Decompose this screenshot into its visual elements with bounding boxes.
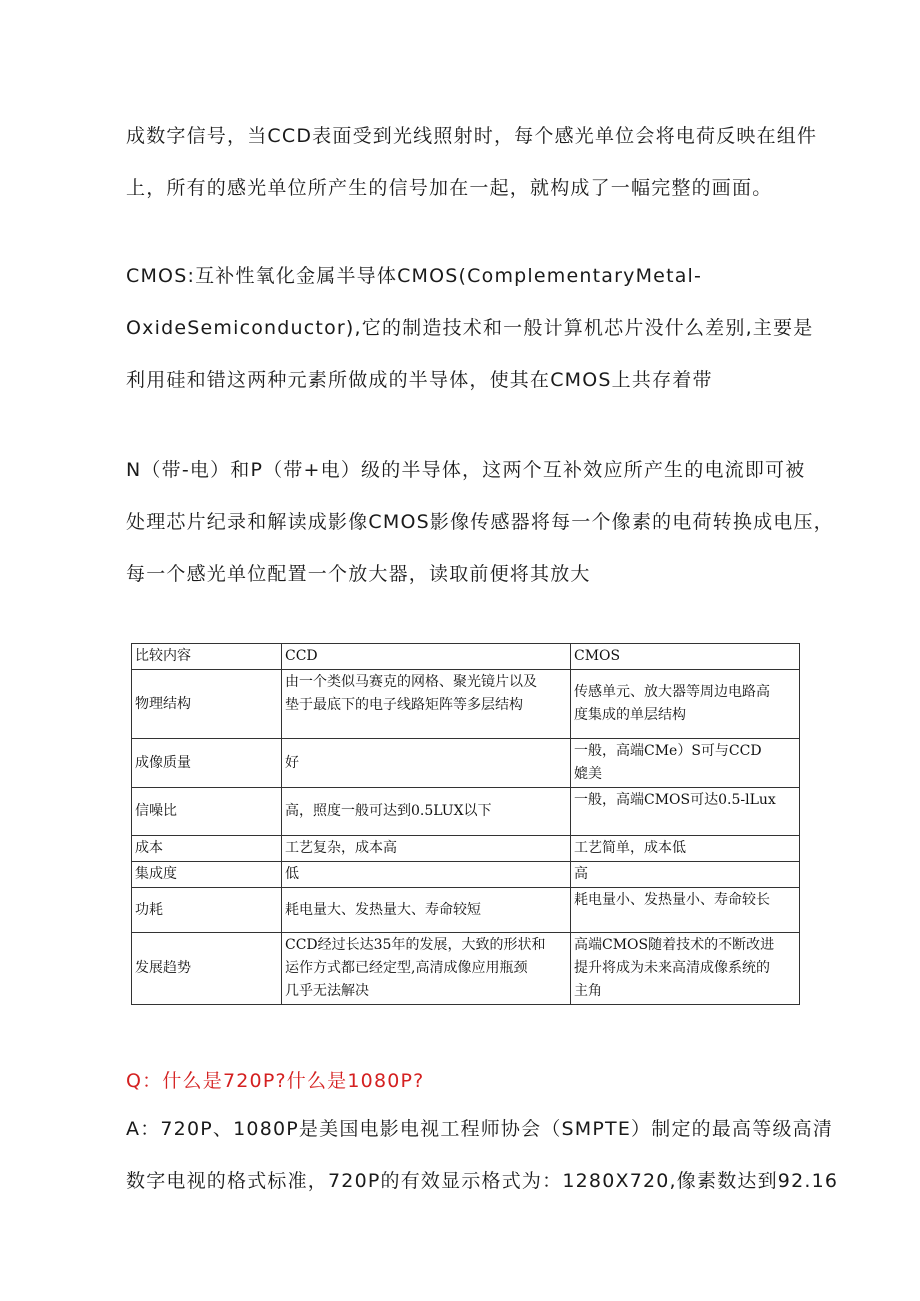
table-header-row <box>132 644 800 670</box>
answer-line: A：720P、1080P是美国电影电视工程师协会（SMPTE）制定的最高等级高清 <box>126 1118 834 1140</box>
cmos-cell <box>571 888 800 933</box>
cell-line: 垫于最底下的电子线路矩阵等多层结构 <box>285 697 523 713</box>
ccd-cell <box>282 933 571 1005</box>
cell-line: 一般，高端CMOS可达0.5-lLux <box>574 792 776 808</box>
table-row-cost <box>132 836 800 862</box>
table-row-power <box>132 888 800 933</box>
row-label-cell: 发展趋势 <box>132 933 282 1005</box>
table-row-trend <box>132 933 800 1005</box>
cell-line: 媲美 <box>574 766 602 782</box>
ccd-cell <box>282 862 571 888</box>
cmos-cell <box>571 836 800 862</box>
cmos-cell <box>571 788 800 836</box>
cell-line: 高端CMOS随着技术的不断改进 <box>574 937 775 953</box>
ccd-cell <box>282 888 571 933</box>
ccd-cmos-comparison-table <box>131 643 800 1005</box>
text-line: 处理芯片纪录和解读成影像CMOS影像传感器将每一个像素的电荷转换成电压， <box>126 511 834 533</box>
cell-line: 高 <box>574 866 588 882</box>
header-cell: CMOS <box>571 644 800 670</box>
table-row-quality <box>132 739 800 788</box>
row-label-cell: 集成度 <box>132 862 282 888</box>
answer-line: 数字电视的格式标准，720P的有效显示格式为：1280X720,像素数达到92.16 <box>126 1170 839 1192</box>
cmos-cell <box>571 862 800 888</box>
row-label-cell: 成本 <box>132 836 282 862</box>
cell-line: 度集成的单层结构 <box>574 707 686 723</box>
text-line: OxideSemiconductor),它的制造技术和一般计算机芯片没什么差别,主要是 <box>126 317 814 339</box>
cmos-cell <box>571 933 800 1005</box>
cell-line: CCD经过长达35年的发展，大致的形状和 <box>285 937 546 953</box>
row-label-cell: 功耗 <box>132 888 282 933</box>
ccd-cell <box>282 670 571 739</box>
paragraph-ccd-signal <box>126 110 816 214</box>
text-line: 成数字信号，当CCD表面受到光线照射时，每个感光单位会将电荷反映在组件 <box>126 125 818 147</box>
table-row-integration <box>132 862 800 888</box>
row-label-cell: 成像质量 <box>132 739 282 788</box>
cell-line: 运作方式都已经定型,高清成像应用瓶颈 <box>285 960 528 976</box>
cell-line: 耗电量大、发热量大、寿命较短 <box>285 901 481 918</box>
header-cell: CCD <box>282 644 571 670</box>
cell-line: 好 <box>285 754 299 771</box>
cell-line: 耗电量小、发热量小、寿命较长 <box>574 892 770 908</box>
ccd-cell <box>282 788 571 836</box>
cell-line: 高，照度一般可达到0.5LUX以下 <box>285 803 492 819</box>
cell-line: 提升将成为未来高清成像系统的 <box>574 960 770 976</box>
cell-line: 由一个类似马赛克的网格、聚光镜片以及 <box>285 674 537 690</box>
cell-line: 传感单元、放大器等周边电路高 <box>574 684 770 700</box>
paragraph-cmos-definition <box>126 250 816 406</box>
cmos-cell <box>571 670 800 739</box>
text-line: CMOS:互补性氧化金属半导体CMOS(ComplementaryMetal- <box>126 265 703 287</box>
cell-line: 一般，高端CMe）S可与CCD <box>574 743 762 759</box>
cell-line: 几乎无法解决 <box>285 983 369 999</box>
cell-line: 低 <box>285 866 299 882</box>
cell-line: 工艺简单，成本低 <box>574 840 686 856</box>
cmos-cell <box>571 739 800 788</box>
question-line: Q：什么是720P?什么是1080P? <box>126 1070 425 1092</box>
qa-answer <box>126 1103 839 1207</box>
cell-line: 工艺复杂，成本高 <box>285 840 397 856</box>
ccd-cell <box>282 836 571 862</box>
cell-line: 主角 <box>574 983 602 999</box>
ccd-cell <box>282 739 571 788</box>
table-row-snr <box>132 788 800 836</box>
row-label-cell: 信噪比 <box>132 788 282 836</box>
header-cell: 比较内容 <box>132 644 282 670</box>
qa-question <box>126 1055 816 1107</box>
text-line: N（带-电）和P（带+电）级的半导体，这两个互补效应所产生的电流即可被 <box>126 459 806 481</box>
paragraph-cmos-semiconductor <box>126 444 834 600</box>
row-label-cell: 物理结构 <box>132 670 282 739</box>
text-line: 上，所有的感光单位所产生的信号加在一起，就构成了一幅完整的画面。 <box>126 177 773 199</box>
text-line: 利用硅和错这两种元素所做成的半导体，使其在CMOS上共存着带 <box>126 369 713 391</box>
text-line: 每一个感光单位配置一个放大器，读取前便将其放大 <box>126 563 591 585</box>
table-row-structure <box>132 670 800 739</box>
